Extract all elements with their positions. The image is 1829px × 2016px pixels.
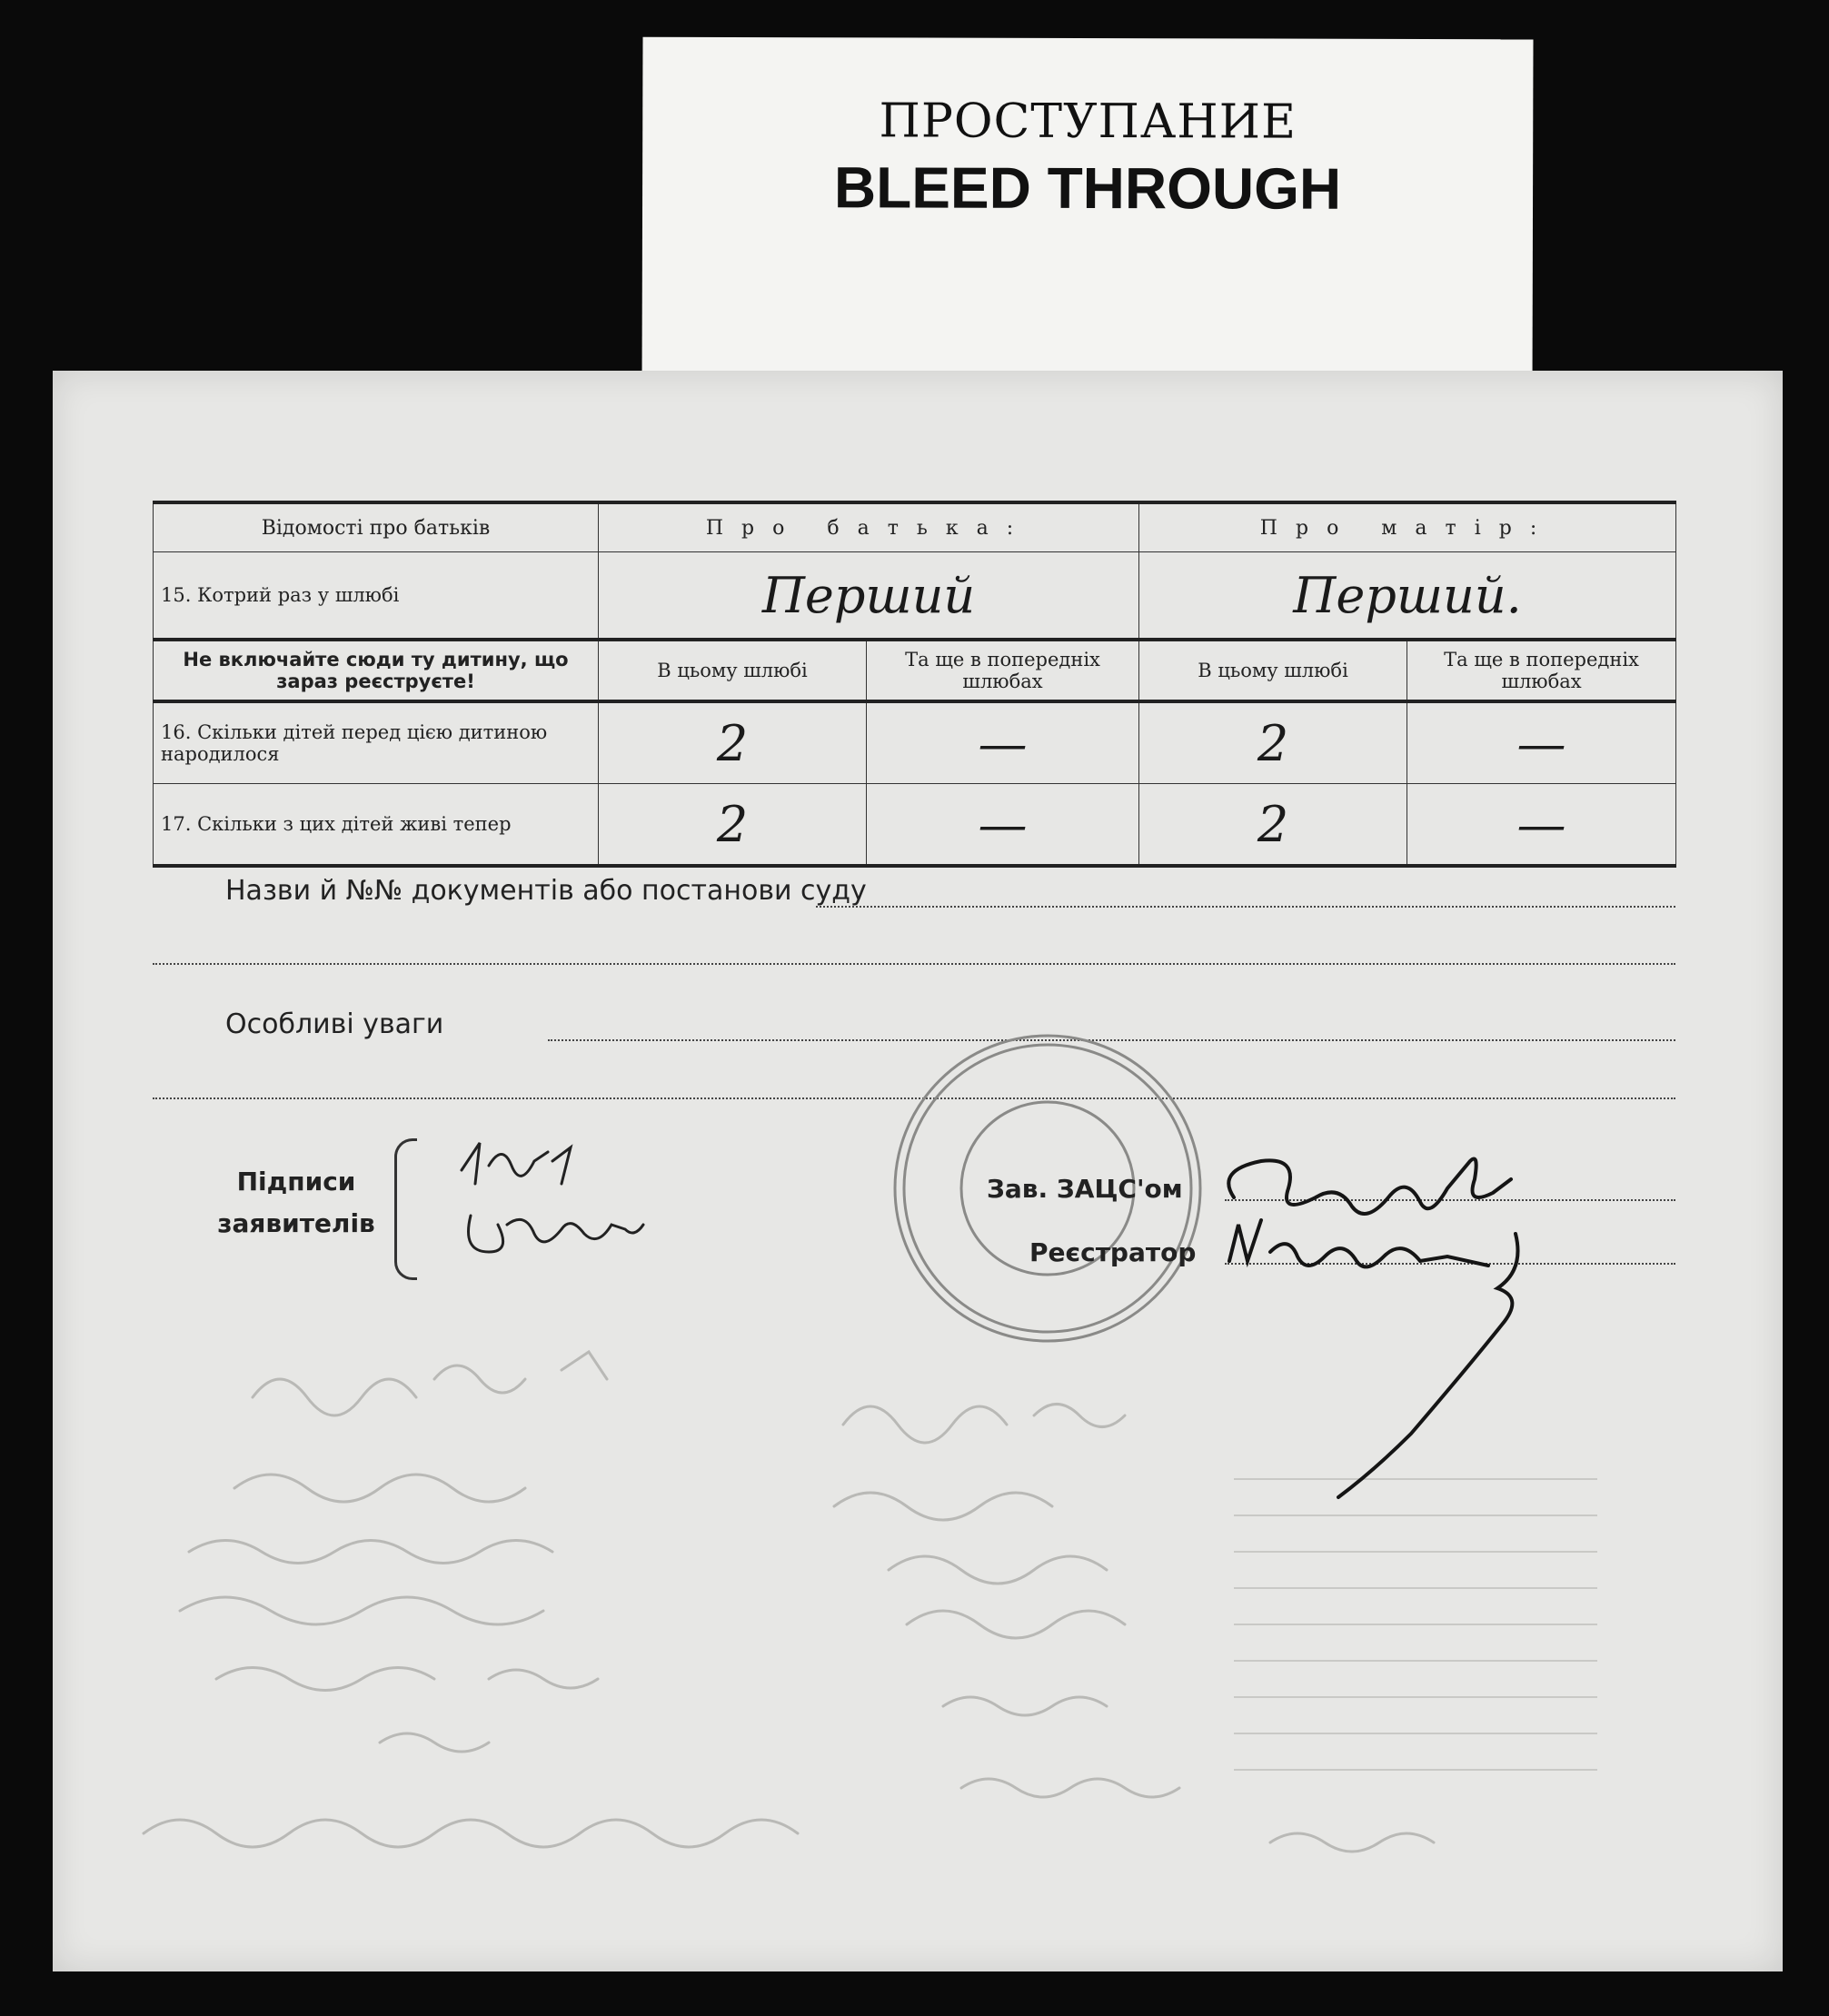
table-row-17 bbox=[154, 784, 1676, 867]
documents-dotted-line-2 bbox=[153, 963, 1675, 965]
documents-dotted-line bbox=[816, 906, 1675, 908]
parents-info-table bbox=[153, 501, 1675, 868]
row16-mother-previous: — bbox=[1407, 701, 1676, 784]
row17-mother-this: 2 bbox=[1139, 784, 1407, 867]
row16-father-previous: — bbox=[867, 701, 1139, 784]
header-mother: Про матір: bbox=[1139, 502, 1676, 552]
subheader-note: Не включайте сюди ту дитину, що зараз реєструєте! bbox=[154, 640, 599, 701]
row15-label: 15. Котрий раз у шлюбі bbox=[154, 552, 599, 641]
head-signature-label: Зав. ЗАЦС'ом bbox=[987, 1174, 1183, 1204]
applicants-bracket bbox=[394, 1138, 417, 1280]
applicants-label-line-2: заявителів bbox=[217, 1208, 375, 1238]
registrar-signature-label: Реєстратор bbox=[1029, 1237, 1197, 1267]
table-row-15 bbox=[154, 552, 1676, 641]
row15-mother-value: Перший. bbox=[1139, 552, 1676, 641]
header-parents-info: Відомості про батьків bbox=[154, 502, 599, 552]
subheader-father-previous: Та ще в попередніх шлюбах bbox=[867, 640, 1139, 701]
row17-father-this: 2 bbox=[599, 784, 867, 867]
applicants-label-line-1: Підписи bbox=[236, 1167, 356, 1197]
row16-father-this: 2 bbox=[599, 701, 867, 784]
subheader-mother-previous: Та ще в попередніх шлюбах bbox=[1407, 640, 1676, 701]
label-title-english: BLEED THROUGH bbox=[833, 154, 1342, 222]
table-header-row bbox=[154, 502, 1676, 552]
official-signatures bbox=[1216, 1134, 1652, 1515]
remarks-label: Особливі уваги bbox=[225, 1008, 444, 1040]
row17-mother-previous: — bbox=[1407, 784, 1676, 867]
table-subheader-row bbox=[154, 640, 1676, 701]
label-title-russian: ПРОСТУПАНИЕ bbox=[879, 94, 1297, 150]
header-father: Про батька: bbox=[599, 502, 1139, 552]
applicants-signature-label bbox=[205, 1161, 387, 1245]
row17-father-previous: — bbox=[867, 784, 1139, 867]
subheader-mother-this-marriage: В цьому шлюбі bbox=[1139, 640, 1407, 701]
subheader-father-this-marriage: В цьому шлюбі bbox=[599, 640, 867, 701]
row15-father-value: Перший bbox=[599, 552, 1139, 641]
document-page bbox=[53, 371, 1783, 1971]
row16-label: 16. Скільки дітей перед цією дитиною народилося bbox=[154, 701, 599, 784]
row17-label: 17. Скільки з цих дітей живі тепер bbox=[154, 784, 599, 867]
applicants-signatures bbox=[434, 1116, 725, 1297]
bleed-through-label-card bbox=[641, 37, 1533, 390]
row16-mother-this: 2 bbox=[1139, 701, 1407, 784]
table-row-16 bbox=[154, 701, 1676, 784]
documents-label: Назви й №№ документів або постанови суду bbox=[225, 875, 867, 907]
